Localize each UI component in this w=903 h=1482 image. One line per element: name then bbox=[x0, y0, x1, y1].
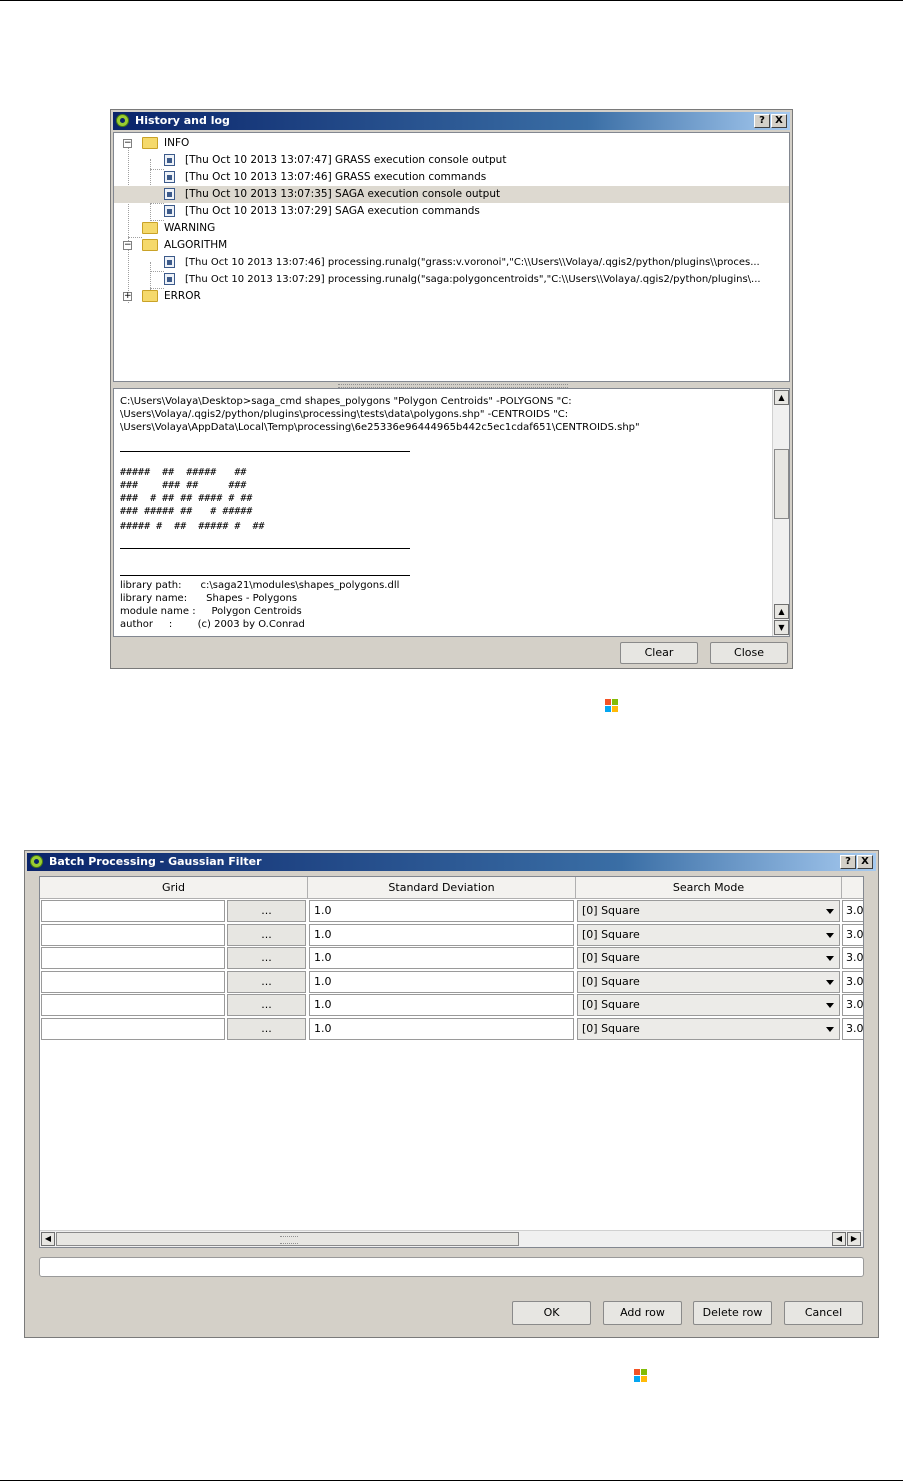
scroll-left-icon[interactable]: ◀ bbox=[41, 1232, 55, 1246]
search-mode-value: [0] Square bbox=[582, 927, 640, 941]
tree-item[interactable] bbox=[114, 271, 789, 288]
windows-logo-icon bbox=[605, 699, 619, 713]
console-line: ##### ## ##### ## bbox=[120, 467, 247, 478]
console-line: \Users\Volaya\AppData\Local\Temp\processing\6e25336e96444965b442c5ec1cdaf651\CENTROIDS.shp" bbox=[120, 422, 640, 433]
windows-logo-icon bbox=[634, 1369, 648, 1383]
folder-icon bbox=[142, 137, 158, 149]
scroll-left-icon[interactable]: ◀ bbox=[832, 1232, 846, 1246]
column-header-std-dev[interactable]: Standard Deviation bbox=[308, 877, 576, 899]
grid-input[interactable] bbox=[41, 947, 225, 969]
qgis-icon bbox=[116, 114, 129, 127]
column-header-search-mode[interactable]: Search Mode bbox=[576, 877, 842, 899]
tree-node-error[interactable] bbox=[114, 288, 784, 305]
cancel-button[interactable]: Cancel bbox=[784, 1301, 863, 1325]
tree-item[interactable] bbox=[114, 254, 789, 271]
console-line: ### ### ## ### bbox=[120, 480, 247, 491]
next-column-input[interactable]: 3.0 bbox=[842, 994, 864, 1016]
history-log-window bbox=[110, 109, 793, 669]
grid-input[interactable] bbox=[41, 971, 225, 993]
browse-button[interactable]: ... bbox=[227, 971, 306, 993]
tree-node-algorithm[interactable] bbox=[114, 237, 784, 254]
log-entry-icon bbox=[164, 256, 175, 268]
scroll-down-icon[interactable]: ▼ bbox=[774, 620, 789, 635]
search-mode-value: [0] Square bbox=[582, 998, 640, 1011]
next-column-input[interactable]: 3.0 bbox=[842, 971, 864, 993]
search-mode-select[interactable] bbox=[577, 947, 840, 969]
batch-table bbox=[39, 876, 864, 1248]
browse-button[interactable]: ... bbox=[227, 924, 306, 946]
console-separator bbox=[120, 548, 410, 549]
std-dev-input[interactable]: 1.0 bbox=[309, 924, 574, 946]
batch-title: Batch Processing - Gaussian Filter bbox=[49, 855, 262, 868]
chevron-down-icon bbox=[826, 980, 834, 985]
scroll-up-icon[interactable]: ▲ bbox=[774, 390, 789, 405]
console-line: \Users\Volaya/.qgis2/python/plugins\processing\tests\data\polygons.shp" -CENTROIDS "C: bbox=[120, 409, 569, 420]
search-mode-value: [0] Square bbox=[582, 1021, 640, 1035]
close-button[interactable]: Close bbox=[710, 642, 788, 664]
collapse-icon[interactable]: − bbox=[124, 240, 132, 250]
folder-icon bbox=[142, 239, 158, 251]
tree-node-label: ERROR bbox=[164, 290, 201, 302]
console-line: module name : Polygon Centroids bbox=[120, 606, 302, 617]
tree-item-label: [Thu Oct 10 2013 13:07:35] SAGA execution console output bbox=[185, 188, 501, 200]
tree-item-label: [Thu Oct 10 2013 13:07:29] processing.runalg("saga:polygoncentroids","C:\\Users\\Volaya/.qgis2/python/plugins\... bbox=[185, 274, 761, 285]
search-mode-select[interactable] bbox=[577, 971, 840, 993]
std-dev-input[interactable]: 1.0 bbox=[309, 900, 574, 922]
tree-item[interactable] bbox=[114, 203, 784, 220]
folder-icon bbox=[142, 290, 158, 302]
ok-button[interactable]: OK bbox=[512, 1301, 591, 1325]
column-header-next[interactable] bbox=[842, 877, 864, 899]
console-scrollbar[interactable] bbox=[772, 389, 789, 636]
console-line: library name: Shapes - Polygons bbox=[120, 593, 298, 604]
progress-bar bbox=[39, 1257, 864, 1277]
tree-item[interactable] bbox=[114, 169, 784, 186]
log-entry-icon bbox=[164, 273, 175, 285]
console-line: ### # ## ## #### # ## bbox=[120, 493, 253, 504]
browse-button[interactable]: ... bbox=[227, 1018, 306, 1040]
console-separator bbox=[120, 575, 410, 576]
scroll-right-icon[interactable]: ▶ bbox=[847, 1232, 861, 1246]
search-mode-select[interactable] bbox=[577, 924, 840, 946]
close-window-button[interactable]: X bbox=[857, 855, 873, 869]
console-line: ### ##### ## # ##### bbox=[120, 506, 253, 517]
scroll-up-icon[interactable]: ▲ bbox=[774, 604, 789, 619]
tree-item[interactable] bbox=[114, 152, 784, 169]
console-output[interactable] bbox=[113, 388, 790, 637]
console-separator bbox=[120, 451, 410, 452]
history-titlebar bbox=[113, 112, 790, 130]
next-column-input[interactable]: 3.0 bbox=[842, 1018, 864, 1040]
chevron-down-icon bbox=[826, 933, 834, 938]
console-line: author : (c) 2003 by O.Conrad bbox=[120, 619, 305, 630]
history-title: History and log bbox=[135, 114, 230, 127]
batch-processing-window bbox=[24, 850, 879, 1338]
browse-button[interactable]: ... bbox=[227, 947, 306, 969]
log-entry-icon bbox=[164, 171, 175, 183]
help-button[interactable]: ? bbox=[840, 855, 856, 869]
close-window-button[interactable]: X bbox=[771, 114, 787, 128]
expand-icon[interactable]: + bbox=[124, 291, 132, 301]
tree-item-label: [Thu Oct 10 2013 13:07:46] processing.runalg("grass:v.voronoi","C:\\Users\\Volaya/.qgis2/python/plugins\\proces... bbox=[185, 257, 760, 268]
next-column-input[interactable]: 3.0 bbox=[842, 900, 864, 922]
console-line: library path: c:\saga21\modules\shapes_polygons.dll bbox=[120, 580, 400, 591]
grid-input[interactable] bbox=[41, 1018, 225, 1040]
chevron-down-icon bbox=[826, 909, 834, 914]
clear-button[interactable]: Clear bbox=[620, 642, 698, 664]
log-entry-icon bbox=[164, 154, 175, 166]
std-dev-input[interactable]: 1.0 bbox=[309, 1018, 574, 1040]
thumb-grip bbox=[280, 1236, 298, 1244]
tree-node-label: ALGORITHM bbox=[164, 239, 228, 251]
next-column-input[interactable]: 3.0 bbox=[842, 924, 864, 946]
grid-input[interactable] bbox=[41, 900, 225, 922]
tree-node-warning[interactable] bbox=[114, 220, 784, 237]
column-header-grid[interactable]: Grid bbox=[40, 877, 308, 899]
search-mode-select[interactable] bbox=[577, 900, 840, 922]
browse-button[interactable]: ... bbox=[227, 994, 306, 1016]
next-column-input[interactable]: 3.0 bbox=[842, 947, 864, 969]
batch-titlebar bbox=[27, 853, 876, 871]
search-mode-value: [0] Square bbox=[582, 951, 640, 964]
log-entry-icon bbox=[164, 205, 175, 217]
tree-node-info[interactable] bbox=[114, 135, 784, 152]
tree-item-label: [Thu Oct 10 2013 13:07:47] GRASS execution console output bbox=[185, 154, 507, 166]
tree-item-label: [Thu Oct 10 2013 13:07:46] GRASS execution commands bbox=[185, 171, 487, 183]
page-bottom-rule bbox=[0, 1480, 903, 1481]
history-tree bbox=[113, 132, 790, 382]
search-mode-value: [0] Square bbox=[582, 974, 640, 988]
log-entry-icon bbox=[164, 188, 175, 200]
grid-input[interactable] bbox=[41, 924, 225, 946]
collapse-icon[interactable]: − bbox=[124, 138, 132, 148]
help-button[interactable]: ? bbox=[754, 114, 770, 128]
console-line: ##### # ## ##### # ## bbox=[120, 521, 265, 532]
search-mode-select[interactable] bbox=[577, 994, 840, 1016]
std-dev-input[interactable]: 1.0 bbox=[309, 971, 574, 993]
browse-button[interactable]: ... bbox=[227, 900, 306, 922]
delete-row-button[interactable]: Delete row bbox=[693, 1301, 772, 1325]
chevron-down-icon bbox=[826, 956, 834, 961]
table-horizontal-scrollbar[interactable] bbox=[40, 1230, 863, 1247]
tree-node-label: INFO bbox=[164, 137, 190, 149]
std-dev-input[interactable]: 1.0 bbox=[309, 947, 574, 969]
grid-input[interactable] bbox=[41, 994, 225, 1016]
chevron-down-icon bbox=[826, 1027, 834, 1032]
tree-item-selected[interactable] bbox=[114, 186, 789, 203]
scroll-thumb[interactable] bbox=[774, 449, 789, 519]
tree-item-label: [Thu Oct 10 2013 13:07:29] SAGA execution commands bbox=[185, 205, 480, 217]
search-mode-value: [0] Square bbox=[582, 904, 640, 917]
add-row-button[interactable]: Add row bbox=[603, 1301, 682, 1325]
chevron-down-icon bbox=[826, 1003, 834, 1008]
scroll-thumb[interactable] bbox=[56, 1232, 519, 1246]
console-line: C:\Users\Volaya\Desktop>saga_cmd shapes_polygons "Polygon Centroids" -POLYGONS "C: bbox=[120, 396, 572, 407]
qgis-icon bbox=[30, 855, 43, 868]
folder-icon bbox=[142, 222, 158, 234]
std-dev-input[interactable]: 1.0 bbox=[309, 994, 574, 1016]
search-mode-select[interactable] bbox=[577, 1018, 840, 1040]
page-top-rule bbox=[0, 0, 903, 1]
tree-node-label: WARNING bbox=[164, 222, 216, 234]
